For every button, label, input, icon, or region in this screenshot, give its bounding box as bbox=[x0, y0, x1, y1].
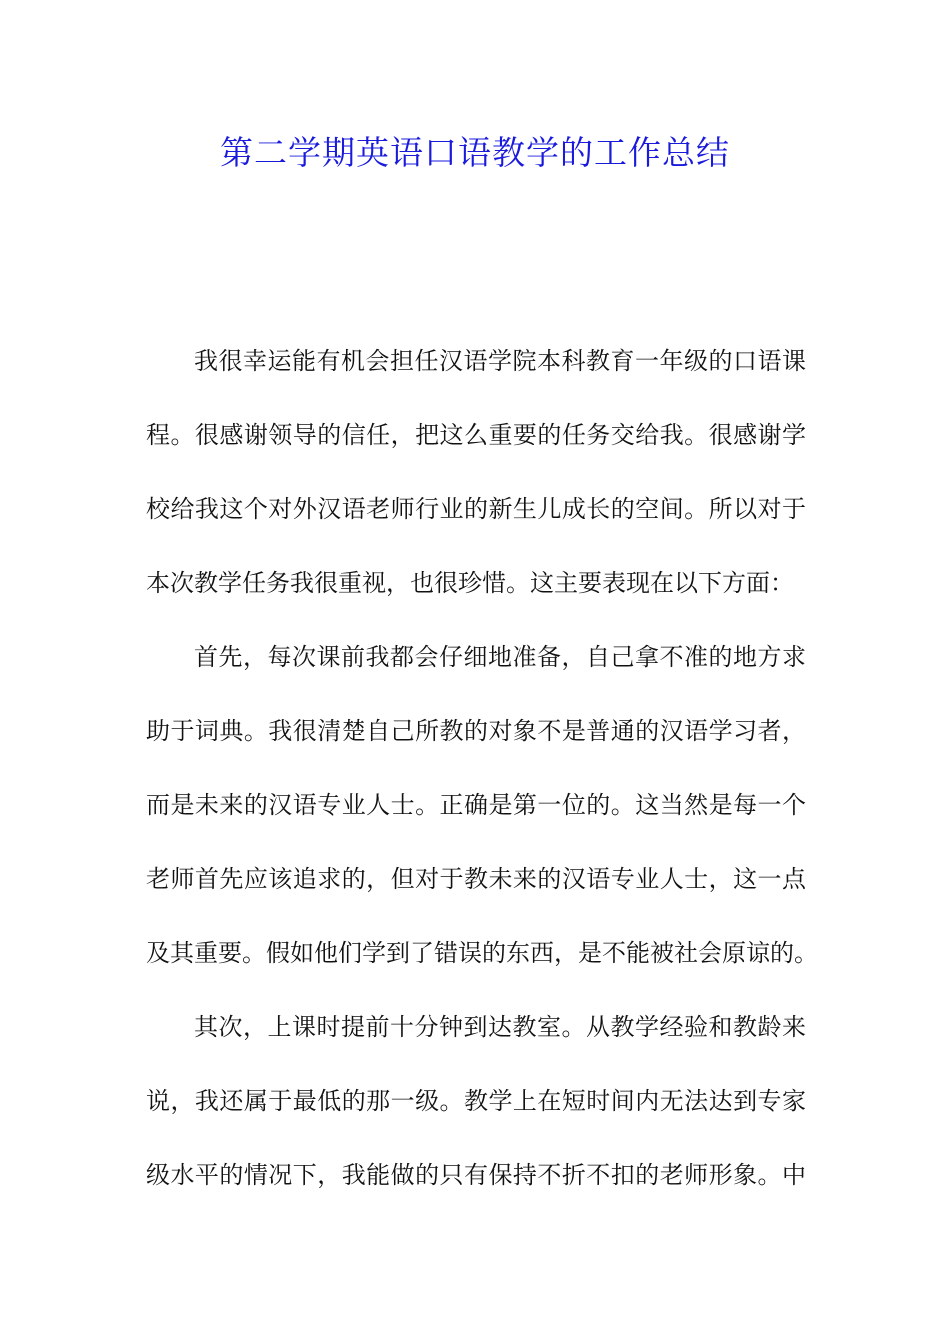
paragraph-line: 而是未来的汉语专业人士。正确是第一位的。这当然是每一个 bbox=[146, 791, 806, 819]
paragraph-line: 本次教学任务我很重视，也很珍惜。这主要表现在以下方面： bbox=[146, 569, 794, 597]
paragraph-line: 校给我这个对外汉语老师行业的新生儿成长的空间。所以对于 bbox=[146, 495, 806, 523]
paragraph-line: 助于词典。我很清楚自己所教的对象不是普通的汉语学习者， bbox=[146, 717, 806, 745]
paragraph-line: 其次，上课时提前十分钟到达教室。从教学经验和教龄来 bbox=[194, 1013, 806, 1041]
paragraph-line: 程。很感谢领导的信任，把这么重要的任务交给我。很感谢学 bbox=[146, 421, 806, 449]
paragraph-line: 我很幸运能有机会担任汉语学院本科教育一年级的口语课 bbox=[194, 347, 806, 375]
paragraph-line: 老师首先应该追求的，但对于教未来的汉语专业人士，这一点 bbox=[146, 865, 806, 893]
paragraph-line: 级水平的情况下，我能做的只有保持不折不扣的老师形象。中 bbox=[146, 1161, 806, 1189]
document-title: 第二学期英语口语教学的工作总结 bbox=[220, 133, 730, 172]
document-body bbox=[146, 335, 818, 1223]
paragraph-line: 首先，每次课前我都会仔细地准备，自己拿不准的地方求 bbox=[194, 643, 806, 671]
paragraph-line: 及其重要。假如他们学到了错误的东西，是不能被社会原谅的。 bbox=[146, 939, 818, 967]
paragraph-line: 说，我还属于最低的那一级。教学上在短时间内无法达到专家 bbox=[146, 1087, 806, 1115]
